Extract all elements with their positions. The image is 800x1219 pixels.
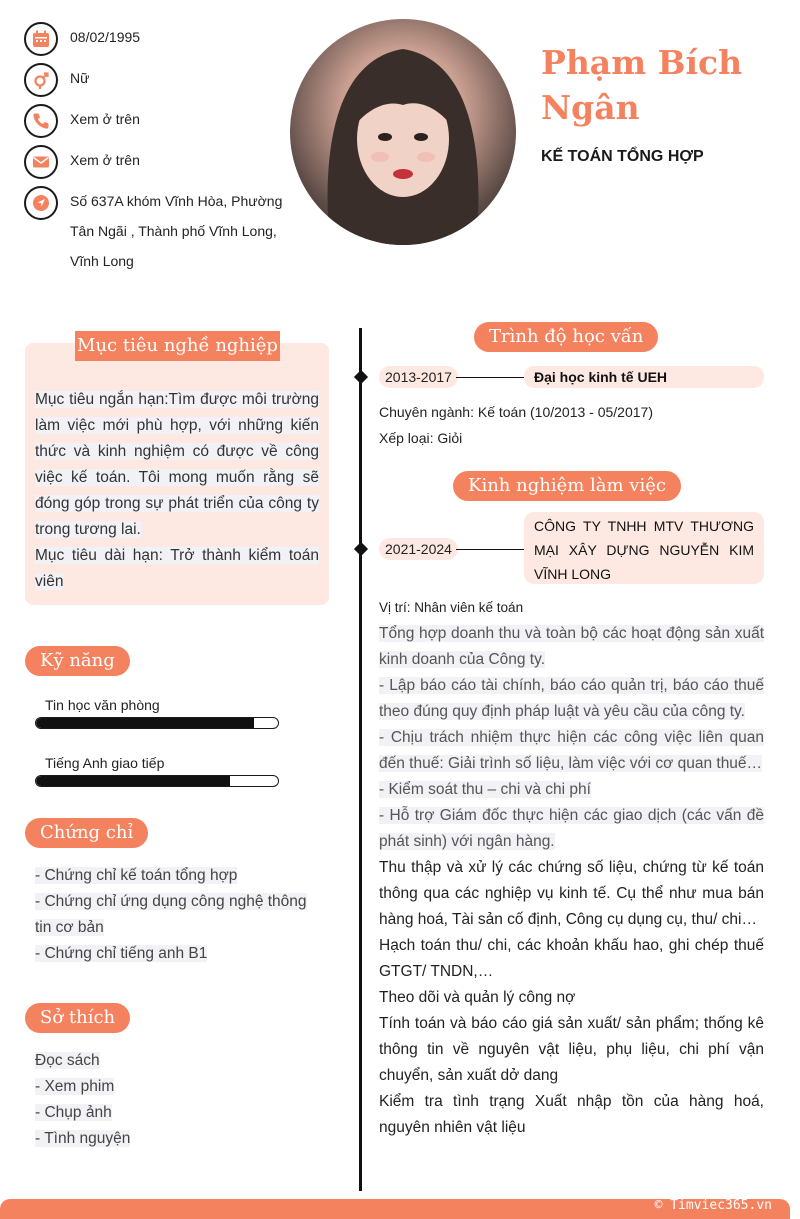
goal-text <box>35 387 319 595</box>
timeline-dot <box>354 370 368 384</box>
hobbies-section-title: Sở thích <box>25 1003 130 1033</box>
experience-section-title: Kinh nghiệm làm việc <box>453 471 681 501</box>
hobby-item: Đọc sách <box>35 1052 100 1069</box>
profile-name: Phạm Bích Ngân <box>541 43 743 127</box>
footer-credit: © Timviec365.vn <box>654 1198 772 1213</box>
timeline-line <box>359 328 362 1191</box>
education-major: Chuyên ngành: Kế toán (10/2013 - 05/2017) <box>379 404 653 420</box>
certificate-item: - Chứng chỉ kế toán tổng hợp <box>35 867 238 884</box>
goal-section-title: Mục tiêu nghề nghiệp <box>75 331 280 361</box>
mail-icon <box>24 145 58 179</box>
skill-bar <box>35 717 279 729</box>
email-text: Xem ở trên <box>70 152 140 168</box>
duty-item: Tổng hợp doanh thu và toàn bộ các hoạt động sản xuất kinh doanh của Công ty. <box>379 625 764 668</box>
experience-period: 2021-2024 <box>379 538 458 560</box>
phone-icon <box>24 104 58 138</box>
job-title: KẾ TOÁN TỔNG HỢP <box>541 148 704 165</box>
experience-company: CÔNG TY TNHH MTV THƯƠNG MẠI XÂY DỰNG NGUYỄN KIM VĨNH LONG <box>524 512 764 584</box>
duty-item: - Kiểm soát thu – chi và chi phí <box>379 781 591 798</box>
certificates-section-title: Chứng chỉ <box>25 818 148 848</box>
duty-item: Tính toán và báo cáo giá sản xuất/ sản phẩm; thống kê thông tin về nguyên vật liệu, phụ liệu, chi phí vận chuyển, sản xuất dở dang <box>379 1015 764 1084</box>
education-school: Đại học kinh tế UEH <box>524 366 764 388</box>
duty-item: Hạch toán thu/ chi, các khoản khấu hao, ghi chép thuế GTGT/ TNDN,… <box>379 937 764 980</box>
education-rank: Xếp loại: Giỏi <box>379 430 463 446</box>
location-icon <box>24 186 58 220</box>
skill-bar <box>35 775 279 787</box>
skill-name: Tiếng Anh giao tiếp <box>45 755 165 771</box>
duty-item: - Chịu trách nhiệm thực hiện các công việc liên quan đến thuế: Giải trình số liệu, làm việc với cơ quan thuế… <box>379 729 764 772</box>
goal-long: Mục tiêu dài hạn: Trở thành kiểm toán viên <box>35 547 319 590</box>
experience-position: Vị trí: Nhân viên kế toán <box>379 600 524 615</box>
experience-duties <box>379 621 764 1141</box>
hobby-item: - Xem phim <box>35 1078 115 1095</box>
contact-address <box>24 186 290 276</box>
gender-icon <box>24 63 58 97</box>
certificate-item: - Chứng chỉ ứng dụng công nghệ thông tin cơ bản <box>35 893 307 936</box>
goal-short: Mục tiêu ngắn hạn:Tìm được môi trường làm việc mới phù hợp, với những kiến thức và kinh nghiệm có được về công việc kế toán. Tôi mong muốn rằng sẽ đóng góp trong sự phát triển của công ty trong tương lai. <box>35 391 319 538</box>
hobby-list <box>35 1048 325 1152</box>
dob-text: 08/02/1995 <box>70 29 141 45</box>
connector-line <box>456 549 526 550</box>
duty-item: - Hỗ trợ Giám đốc thực hiện các giao dịch (các vấn đề phát sinh) với ngân hàng. <box>379 807 764 850</box>
duty-item: Thu thập và xử lý các chứng số liệu, chứng từ kế toán thông qua các nghiệp vụ kinh tế. Cụ thể như mua bán hàng hoá, Tài sản cố định, Công cụ dụng cụ, thu/ chi… <box>379 859 764 928</box>
skill-fill <box>36 776 230 786</box>
address-text: Số 637A khóm Vĩnh Hòa, Phường Tân Ngãi , Thành phố Vĩnh Long, Vĩnh Long <box>70 193 283 269</box>
contact-gender <box>24 63 290 97</box>
timeline-dot <box>354 542 368 556</box>
duty-item: - Lập báo cáo tài chính, báo cáo quản trị, báo cáo thuế theo đúng quy định pháp luật và yêu cầu của công ty. <box>379 677 764 720</box>
certificate-item: - Chứng chỉ tiếng anh B1 <box>35 945 208 962</box>
gender-text: Nữ <box>70 70 90 86</box>
duty-item: Theo dõi và quản lý công nợ <box>379 989 576 1006</box>
contact-phone <box>24 104 290 138</box>
certificate-list <box>35 863 325 967</box>
skills-section-title: Kỹ năng <box>25 646 130 676</box>
education-section-title: Trình độ học vấn <box>474 322 658 352</box>
calendar-icon <box>24 22 58 56</box>
hobby-item: - Tình nguyện <box>35 1130 131 1147</box>
phone-text: Xem ở trên <box>70 111 140 127</box>
footer-bar <box>0 1199 790 1219</box>
hobby-item: - Chụp ảnh <box>35 1104 112 1121</box>
skill-name: Tin học văn phòng <box>45 697 160 713</box>
connector-line <box>456 377 526 378</box>
profile-photo <box>290 19 516 245</box>
education-period: 2013-2017 <box>379 366 458 388</box>
contact-dob <box>24 22 290 56</box>
duty-item: Kiểm tra tình trạng Xuất nhập tồn của hàng hoá, nguyên nhiên vật liệu <box>379 1093 764 1136</box>
skill-fill <box>36 718 254 728</box>
contact-email <box>24 145 290 179</box>
